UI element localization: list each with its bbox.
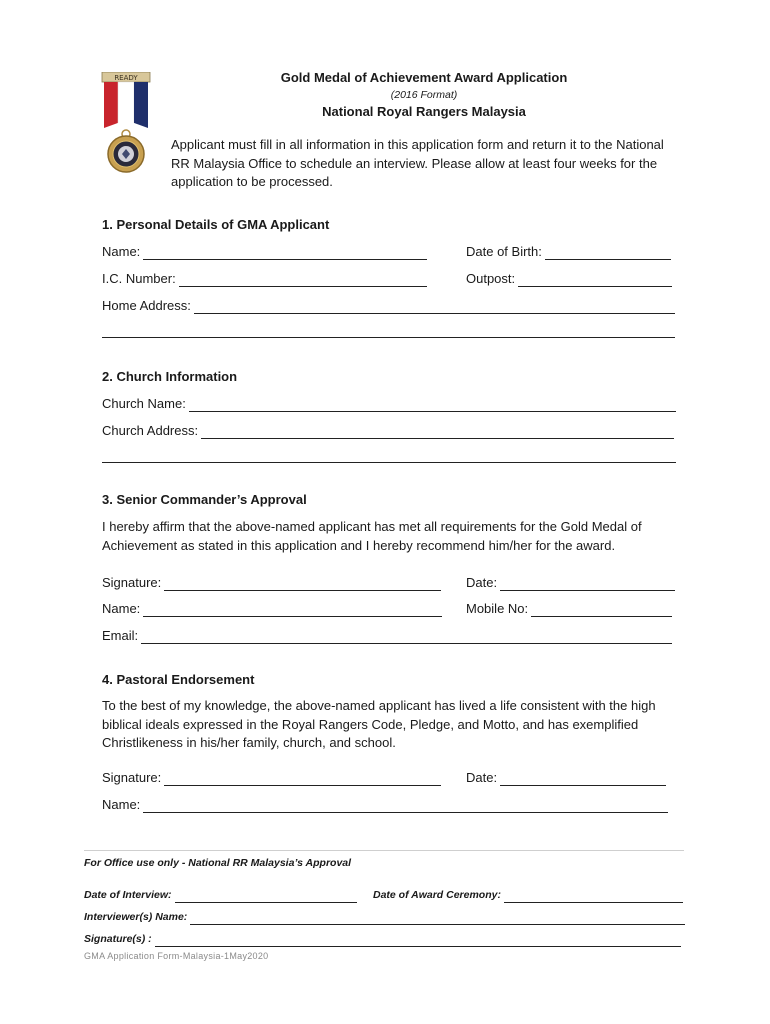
office-heading: For Office use only - National RR Malaysia’s Approval xyxy=(84,857,352,869)
office-signatures-line[interactable] xyxy=(155,935,681,947)
interviewers-line[interactable] xyxy=(190,913,685,925)
home-address-field[interactable] xyxy=(102,296,675,314)
ic-number-line[interactable] xyxy=(179,273,427,287)
commander-date-line[interactable] xyxy=(500,577,675,591)
commander-mobile-label: Mobile No: xyxy=(466,601,529,616)
church-name-field[interactable] xyxy=(102,394,676,412)
pastor-name-line[interactable] xyxy=(143,799,668,813)
interviewers-field[interactable] xyxy=(84,907,685,925)
commander-email-field[interactable] xyxy=(102,626,672,644)
form-title: Gold Medal of Achievement Award Application xyxy=(280,70,568,85)
commander-name-line[interactable] xyxy=(143,603,442,617)
interview-date-label: Date of Interview: xyxy=(84,889,172,901)
medal-ribbon-text: READY xyxy=(114,74,138,82)
commander-date-label: Date: xyxy=(466,575,498,590)
outpost-line[interactable] xyxy=(518,273,672,287)
pastoral-endorsement-text: To the best of my knowledge, the above-named applicant has lived a life consistent with the high biblical ideals expressed in the Royal Rangers Code, Pledge, and Motto, and has exemplified Christlikeness in his/her family, church, and school. xyxy=(102,698,656,750)
pastor-signature-line[interactable] xyxy=(164,772,441,786)
commander-signature-field[interactable] xyxy=(102,573,441,591)
office-signatures-label: Signature(s) : xyxy=(84,933,152,945)
applicant-name-field[interactable] xyxy=(102,242,427,260)
outpost-field[interactable] xyxy=(466,269,672,287)
church-address-field[interactable] xyxy=(102,421,674,439)
section4-heading: 4. Pastoral Endorsement xyxy=(102,672,255,687)
dob-label: Date of Birth: xyxy=(466,244,542,259)
commander-mobile-field[interactable] xyxy=(466,599,672,617)
ceremony-date-field[interactable] xyxy=(373,885,683,903)
applicant-name-line[interactable] xyxy=(143,246,427,260)
commander-email-line[interactable] xyxy=(141,630,672,644)
footer-text: GMA Application Form-Malaysia-1May2020 xyxy=(84,951,269,961)
pastor-date-line[interactable] xyxy=(500,772,666,786)
commander-mobile-line[interactable] xyxy=(531,603,672,617)
pastor-date-field[interactable] xyxy=(466,768,666,786)
church-address-line-2[interactable] xyxy=(102,462,676,463)
interview-date-field[interactable] xyxy=(84,885,357,903)
commander-signature-label: Signature: xyxy=(102,575,162,590)
outpost-label: Outpost: xyxy=(466,271,516,286)
commander-email-label: Email: xyxy=(102,628,139,643)
intro-text: Applicant must fill in all information in this application form and return it to the National RR Malaysia Office to schedule an interview. Please allow at least four weeks for the application to be processed. xyxy=(171,137,664,189)
office-signatures-field[interactable] xyxy=(84,929,681,947)
church-address-label: Church Address: xyxy=(102,423,199,438)
pastor-date-label: Date: xyxy=(466,770,498,785)
office-divider xyxy=(84,850,684,851)
commander-date-field[interactable] xyxy=(466,573,675,591)
commander-name-field[interactable] xyxy=(102,599,442,617)
ic-number-field[interactable] xyxy=(102,269,427,287)
pastor-name-field[interactable] xyxy=(102,795,668,813)
ic-number-label: I.C. Number: xyxy=(102,271,176,286)
interview-date-line[interactable] xyxy=(175,891,357,903)
church-address-line[interactable] xyxy=(201,425,674,439)
home-address-line[interactable] xyxy=(194,300,675,314)
ceremony-date-line[interactable] xyxy=(504,891,683,903)
medal-icon xyxy=(98,72,154,176)
applicant-name-label: Name: xyxy=(102,244,141,259)
commander-signature-line[interactable] xyxy=(164,577,441,591)
ceremony-date-label: Date of Award Ceremony: xyxy=(373,889,501,901)
pastor-signature-label: Signature: xyxy=(102,770,162,785)
org-name: National Royal Rangers Malaysia xyxy=(322,104,526,119)
pastor-signature-field[interactable] xyxy=(102,768,441,786)
section1-heading: 1. Personal Details of GMA Applicant xyxy=(102,217,330,232)
section3-heading: 3. Senior Commander’s Approval xyxy=(102,492,307,507)
interviewers-label: Interviewer(s) Name: xyxy=(84,911,188,923)
church-name-label: Church Name: xyxy=(102,396,186,411)
commander-affirmation-text: I hereby affirm that the above-named applicant has met all requirements for the Gold Medal of Achievement as stated in this application and I hereby recommend him/her for the award. xyxy=(102,519,642,553)
pastor-name-label: Name: xyxy=(102,797,141,812)
home-address-line-2[interactable] xyxy=(102,337,675,338)
dob-field[interactable] xyxy=(466,242,671,260)
church-name-line[interactable] xyxy=(189,398,676,412)
home-address-label: Home Address: xyxy=(102,298,191,313)
commander-name-label: Name: xyxy=(102,601,141,616)
dob-line[interactable] xyxy=(545,246,671,260)
form-format: (2016 Format) xyxy=(390,89,458,101)
section2-heading: 2. Church Information xyxy=(102,369,238,384)
